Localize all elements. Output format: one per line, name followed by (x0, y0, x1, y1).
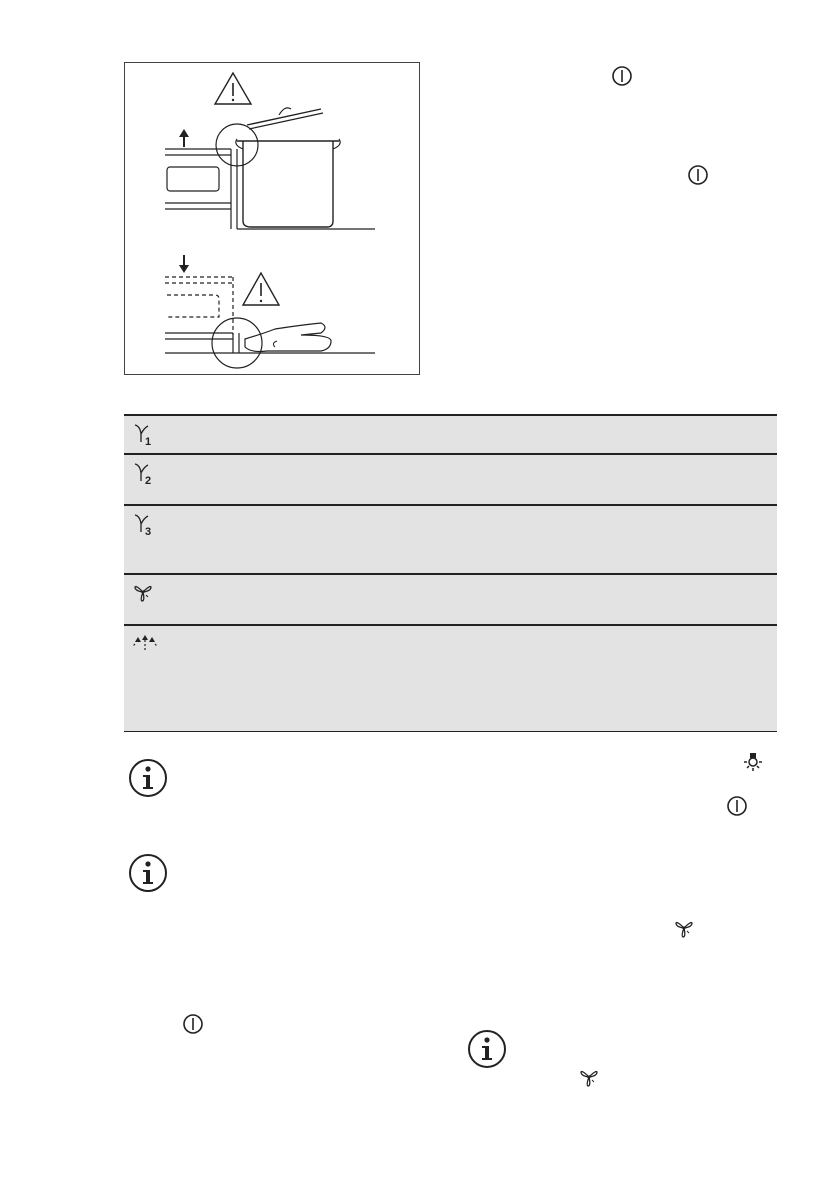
table-row (124, 573, 777, 624)
arrow-up-icon (179, 129, 189, 147)
table-row (124, 504, 777, 573)
fan-speed-2-icon (132, 461, 154, 485)
light-icon (741, 750, 765, 774)
svg-text:2: 2 (145, 475, 152, 485)
hand (245, 323, 331, 352)
power-icon (725, 794, 749, 818)
table-row (124, 624, 777, 732)
power-icon (610, 64, 634, 88)
table-row (124, 453, 777, 504)
warning-triangle-icon (243, 273, 279, 305)
hob-hood-illustration (124, 62, 420, 375)
warning-triangle-icon (215, 73, 251, 104)
pot (236, 108, 340, 227)
fan-speed-1-icon (132, 422, 154, 446)
fan-boost-icon (672, 917, 696, 939)
info-icon (467, 1029, 507, 1069)
svg-text:1: 1 (145, 436, 152, 446)
hob-lowered-dashed (165, 277, 233, 335)
hob-raised (165, 149, 237, 229)
info-icon (128, 853, 168, 893)
fan-boost-icon (132, 581, 154, 603)
breeze-icon (132, 632, 158, 654)
fan-boost-icon (577, 1066, 601, 1088)
function-table (124, 414, 777, 732)
fan-speed-3-icon (132, 512, 154, 536)
svg-text:3: 3 (145, 526, 152, 536)
table-row (124, 414, 777, 453)
arrow-down-icon (179, 255, 189, 273)
info-icon (128, 758, 168, 798)
power-icon (686, 163, 710, 187)
power-icon (181, 1012, 205, 1036)
